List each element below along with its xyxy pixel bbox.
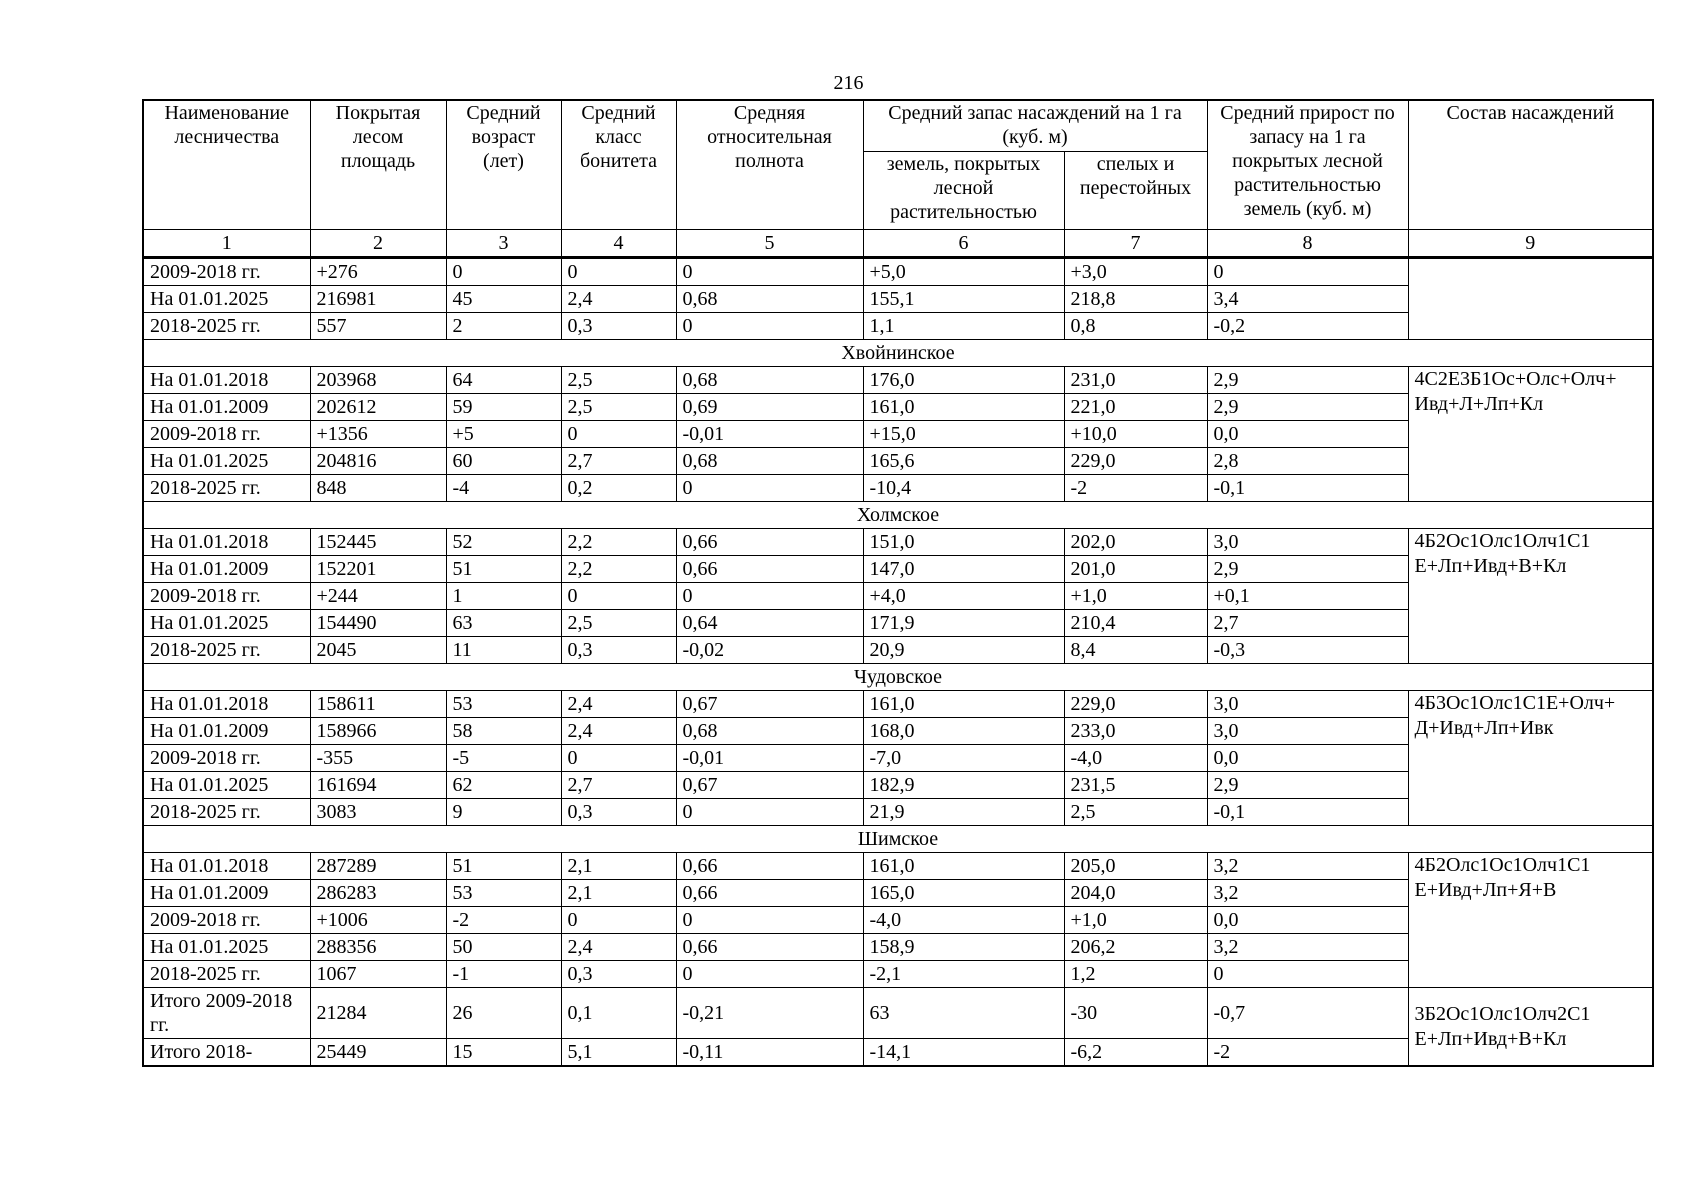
cell-value: 2,9 xyxy=(1207,367,1408,394)
cell-value: 203968 xyxy=(310,367,446,394)
cell-value: -0,1 xyxy=(1207,799,1408,826)
cell-value: -2 xyxy=(446,907,561,934)
cell-value: 2,9 xyxy=(1207,394,1408,421)
cell-value: 59 xyxy=(446,394,561,421)
cell-value: 0,0 xyxy=(1207,421,1408,448)
cell-value: 0,1 xyxy=(561,988,676,1039)
cell-value: 58 xyxy=(446,718,561,745)
cell-value: +15,0 xyxy=(863,421,1064,448)
cell-value: 0 xyxy=(676,799,863,826)
cell-value: 2,7 xyxy=(561,772,676,799)
section-row xyxy=(143,340,1653,367)
composition-cell: 4Б2Ос1Олс1Олч1С1 Е+Лп+Ивд+В+Кл xyxy=(1408,529,1653,664)
cell-value: 0 xyxy=(561,258,676,286)
cell-value: 151,0 xyxy=(863,529,1064,556)
cell-value: 165,0 xyxy=(863,880,1064,907)
header-average-age: Средний возраст (лет) xyxy=(446,100,561,230)
row-label: На 01.01.2025 xyxy=(143,772,310,799)
cell-value: 26 xyxy=(446,988,561,1039)
section-title: Хвойнинское xyxy=(143,340,1653,367)
cell-value: 50 xyxy=(446,934,561,961)
cell-value: 0 xyxy=(561,907,676,934)
cell-value: +276 xyxy=(310,258,446,286)
cell-value: 1 xyxy=(446,583,561,610)
cell-value: 202612 xyxy=(310,394,446,421)
cell-value: 2,1 xyxy=(561,853,676,880)
cell-value: 63 xyxy=(863,988,1064,1039)
cell-value: 158966 xyxy=(310,718,446,745)
cell-value: 154490 xyxy=(310,610,446,637)
cell-value: 0,8 xyxy=(1064,313,1207,340)
cell-value: -0,2 xyxy=(1207,313,1408,340)
cell-value: 161,0 xyxy=(863,853,1064,880)
row-label: 2018-2025 гг. xyxy=(143,961,310,988)
cell-value: 0 xyxy=(676,583,863,610)
cell-value: 2,5 xyxy=(561,610,676,637)
row-label: 2009-2018 гг. xyxy=(143,745,310,772)
section-row xyxy=(143,502,1653,529)
cell-value: +1,0 xyxy=(1064,907,1207,934)
cell-value: 152201 xyxy=(310,556,446,583)
column-number: 2 xyxy=(310,230,446,258)
page-number: 216 xyxy=(833,72,864,94)
cell-value: 1067 xyxy=(310,961,446,988)
header-stock-forested-land: земель, покрытых лесной растительностью xyxy=(863,152,1064,230)
cell-value: 11 xyxy=(446,637,561,664)
table-row xyxy=(143,367,1653,394)
table-row xyxy=(143,529,1653,556)
cell-value: 0,66 xyxy=(676,934,863,961)
row-label: На 01.01.2009 xyxy=(143,394,310,421)
cell-value: 0 xyxy=(561,745,676,772)
cell-value: -14,1 xyxy=(863,1039,1064,1067)
cell-value: -4 xyxy=(446,475,561,502)
cell-value: -0,01 xyxy=(676,421,863,448)
cell-value: 0,0 xyxy=(1207,745,1408,772)
table-row xyxy=(143,258,1653,286)
cell-value: 0 xyxy=(1207,961,1408,988)
cell-value: 201,0 xyxy=(1064,556,1207,583)
header-stock-mature: спелых и перестойных xyxy=(1064,152,1207,230)
column-number: 8 xyxy=(1207,230,1408,258)
cell-value: 0 xyxy=(676,907,863,934)
cell-value: -7,0 xyxy=(863,745,1064,772)
cell-value: 3,2 xyxy=(1207,880,1408,907)
column-number: 9 xyxy=(1408,230,1653,258)
cell-value: 0 xyxy=(561,583,676,610)
cell-value: 2,2 xyxy=(561,556,676,583)
cell-value: 0 xyxy=(676,475,863,502)
composition-cell xyxy=(1408,258,1653,340)
header-average-growth: Средний прирост по запасу на 1 га покрытых лесной растительностью земель (куб. м) xyxy=(1207,100,1408,230)
cell-value: 0,3 xyxy=(561,961,676,988)
row-label: Итого 2009-2018 гг. xyxy=(143,988,310,1039)
cell-value: 2,1 xyxy=(561,880,676,907)
cell-value: 2 xyxy=(446,313,561,340)
cell-value: +5 xyxy=(446,421,561,448)
cell-value: 0,68 xyxy=(676,286,863,313)
cell-value: 20,9 xyxy=(863,637,1064,664)
cell-value: 176,0 xyxy=(863,367,1064,394)
cell-value: 3,0 xyxy=(1207,718,1408,745)
cell-value: 204,0 xyxy=(1064,880,1207,907)
section-row xyxy=(143,826,1653,853)
cell-value: 1,2 xyxy=(1064,961,1207,988)
row-label: На 01.01.2025 xyxy=(143,286,310,313)
cell-value: 0,68 xyxy=(676,367,863,394)
column-number: 5 xyxy=(676,230,863,258)
cell-value: 45 xyxy=(446,286,561,313)
row-label: Итого 2018- xyxy=(143,1039,310,1067)
cell-value: 3,4 xyxy=(1207,286,1408,313)
table-header xyxy=(143,100,1653,258)
row-label: На 01.01.2018 xyxy=(143,691,310,718)
cell-value: 158611 xyxy=(310,691,446,718)
table-row xyxy=(143,853,1653,880)
cell-value: 3,2 xyxy=(1207,853,1408,880)
cell-value: 9 xyxy=(446,799,561,826)
header-relative-density: Средняя относительная полнота xyxy=(676,100,863,230)
cell-value: 2,7 xyxy=(1207,610,1408,637)
row-label: На 01.01.2025 xyxy=(143,610,310,637)
cell-value: 0,66 xyxy=(676,880,863,907)
cell-value: 0,68 xyxy=(676,718,863,745)
cell-value: 0 xyxy=(1207,258,1408,286)
row-label: На 01.01.2018 xyxy=(143,853,310,880)
cell-value: -6,2 xyxy=(1064,1039,1207,1067)
cell-value: 2045 xyxy=(310,637,446,664)
cell-value: 2,4 xyxy=(561,286,676,313)
cell-value: 233,0 xyxy=(1064,718,1207,745)
composition-cell: 4Б2Олс1Ос1Олч1С1 Е+Ивд+Лп+Я+В xyxy=(1408,853,1653,988)
cell-value: -0,7 xyxy=(1207,988,1408,1039)
cell-value: 0,66 xyxy=(676,853,863,880)
column-number: 3 xyxy=(446,230,561,258)
table-row xyxy=(143,988,1653,1039)
row-label: На 01.01.2025 xyxy=(143,934,310,961)
row-label: На 01.01.2009 xyxy=(143,718,310,745)
cell-value: +1,0 xyxy=(1064,583,1207,610)
cell-value: 0,2 xyxy=(561,475,676,502)
cell-value: 210,4 xyxy=(1064,610,1207,637)
cell-value: 0,69 xyxy=(676,394,863,421)
cell-value: -10,4 xyxy=(863,475,1064,502)
cell-value: 0,3 xyxy=(561,637,676,664)
cell-value: 0,68 xyxy=(676,448,863,475)
cell-value: 0,67 xyxy=(676,772,863,799)
cell-value: 202,0 xyxy=(1064,529,1207,556)
cell-value: +1356 xyxy=(310,421,446,448)
cell-value: 171,9 xyxy=(863,610,1064,637)
cell-value: 2,7 xyxy=(561,448,676,475)
cell-value: 21284 xyxy=(310,988,446,1039)
cell-value: 64 xyxy=(446,367,561,394)
cell-value: -1 xyxy=(446,961,561,988)
cell-value: -5 xyxy=(446,745,561,772)
composition-cell: 4Б3Ос1Олс1С1Е+Олч+ Д+Ивд+Лп+Ивк xyxy=(1408,691,1653,826)
cell-value: 165,6 xyxy=(863,448,1064,475)
cell-value: 161694 xyxy=(310,772,446,799)
row-label: На 01.01.2009 xyxy=(143,880,310,907)
header-forestry-name: Наименование лесничества xyxy=(143,100,310,230)
section-title: Чудовское xyxy=(143,664,1653,691)
cell-value: 152445 xyxy=(310,529,446,556)
cell-value: -4,0 xyxy=(1064,745,1207,772)
cell-value: 53 xyxy=(446,880,561,907)
cell-value: +10,0 xyxy=(1064,421,1207,448)
cell-value: -2 xyxy=(1064,475,1207,502)
cell-value: -0,11 xyxy=(676,1039,863,1067)
row-label: 2018-2025 гг. xyxy=(143,637,310,664)
cell-value: +244 xyxy=(310,583,446,610)
cell-value: 8,4 xyxy=(1064,637,1207,664)
cell-value: -0,21 xyxy=(676,988,863,1039)
row-label: 2018-2025 гг. xyxy=(143,313,310,340)
cell-value: 2,5 xyxy=(561,394,676,421)
header-site-class: Средний класс бонитета xyxy=(561,100,676,230)
cell-value: 2,4 xyxy=(561,691,676,718)
cell-value: +3,0 xyxy=(1064,258,1207,286)
cell-value: 231,0 xyxy=(1064,367,1207,394)
cell-value: 158,9 xyxy=(863,934,1064,961)
cell-value: 0,0 xyxy=(1207,907,1408,934)
cell-value: 2,9 xyxy=(1207,556,1408,583)
cell-value: 0,3 xyxy=(561,313,676,340)
row-label: На 01.01.2018 xyxy=(143,529,310,556)
cell-value: 2,4 xyxy=(561,718,676,745)
cell-value: 0,67 xyxy=(676,691,863,718)
cell-value: 161,0 xyxy=(863,691,1064,718)
cell-value: -0,01 xyxy=(676,745,863,772)
composition-cell: 3Б2Ос1Олс1Олч2С1 Е+Лп+Ивд+В+Кл xyxy=(1408,988,1653,1067)
cell-value: -0,1 xyxy=(1207,475,1408,502)
cell-value: 287289 xyxy=(310,853,446,880)
cell-value: 218,8 xyxy=(1064,286,1207,313)
row-label: 2009-2018 гг. xyxy=(143,907,310,934)
cell-value: 161,0 xyxy=(863,394,1064,421)
row-label: 2009-2018 гг. xyxy=(143,583,310,610)
cell-value: 62 xyxy=(446,772,561,799)
cell-value: 3083 xyxy=(310,799,446,826)
cell-value: -0,3 xyxy=(1207,637,1408,664)
cell-value: 231,5 xyxy=(1064,772,1207,799)
header-average-stock-group: Средний запас насаждений на 1 га (куб. м) xyxy=(863,100,1207,152)
cell-value: -4,0 xyxy=(863,907,1064,934)
cell-value: 0 xyxy=(676,313,863,340)
cell-value: 204816 xyxy=(310,448,446,475)
cell-value: 2,4 xyxy=(561,934,676,961)
cell-value: 0,66 xyxy=(676,529,863,556)
composition-cell: 4С2Е3Б1Ос+Олс+Олч+ Ивд+Л+Лп+Кл xyxy=(1408,367,1653,502)
cell-value: 51 xyxy=(446,853,561,880)
cell-value: 2,5 xyxy=(1064,799,1207,826)
cell-value: -2,1 xyxy=(863,961,1064,988)
cell-value: 53 xyxy=(446,691,561,718)
cell-value: 0,64 xyxy=(676,610,863,637)
cell-value: 147,0 xyxy=(863,556,1064,583)
cell-value: -355 xyxy=(310,745,446,772)
row-label: На 01.01.2018 xyxy=(143,367,310,394)
cell-value: +5,0 xyxy=(863,258,1064,286)
cell-value: 60 xyxy=(446,448,561,475)
cell-value: 3,2 xyxy=(1207,934,1408,961)
cell-value: 221,0 xyxy=(1064,394,1207,421)
cell-value: +0,1 xyxy=(1207,583,1408,610)
column-number: 4 xyxy=(561,230,676,258)
header-forest-area: Покрытая лесом площадь xyxy=(310,100,446,230)
table-body xyxy=(143,258,1653,1067)
cell-value: 229,0 xyxy=(1064,448,1207,475)
cell-value: +1006 xyxy=(310,907,446,934)
header-composition: Состав насаждений xyxy=(1408,100,1653,230)
cell-value: 21,9 xyxy=(863,799,1064,826)
row-label: 2009-2018 гг. xyxy=(143,421,310,448)
forest-table xyxy=(142,99,1654,1067)
cell-value: -0,02 xyxy=(676,637,863,664)
section-title: Холмское xyxy=(143,502,1653,529)
cell-value: 2,8 xyxy=(1207,448,1408,475)
row-label: 2018-2025 гг. xyxy=(143,799,310,826)
cell-value: 63 xyxy=(446,610,561,637)
column-number: 6 xyxy=(863,230,1064,258)
column-number: 7 xyxy=(1064,230,1207,258)
table-row xyxy=(143,691,1653,718)
cell-value: 0,3 xyxy=(561,799,676,826)
cell-value: 15 xyxy=(446,1039,561,1067)
cell-value: 0 xyxy=(446,258,561,286)
cell-value: 848 xyxy=(310,475,446,502)
section-title: Шимское xyxy=(143,826,1653,853)
cell-value: 0,66 xyxy=(676,556,863,583)
cell-value: 206,2 xyxy=(1064,934,1207,961)
row-label: 2009-2018 гг. xyxy=(143,258,310,286)
column-number: 1 xyxy=(143,230,310,258)
cell-value: 2,5 xyxy=(561,367,676,394)
cell-value: +4,0 xyxy=(863,583,1064,610)
cell-value: -30 xyxy=(1064,988,1207,1039)
cell-value: 557 xyxy=(310,313,446,340)
cell-value: 25449 xyxy=(310,1039,446,1067)
cell-value: 168,0 xyxy=(863,718,1064,745)
cell-value: 205,0 xyxy=(1064,853,1207,880)
cell-value: 155,1 xyxy=(863,286,1064,313)
cell-value: 229,0 xyxy=(1064,691,1207,718)
cell-value: 286283 xyxy=(310,880,446,907)
section-row xyxy=(143,664,1653,691)
cell-value: 288356 xyxy=(310,934,446,961)
cell-value: 0 xyxy=(676,961,863,988)
column-number-row xyxy=(143,230,1653,258)
cell-value: 1,1 xyxy=(863,313,1064,340)
cell-value: 2,2 xyxy=(561,529,676,556)
cell-value: 216981 xyxy=(310,286,446,313)
cell-value: 51 xyxy=(446,556,561,583)
cell-value: 5,1 xyxy=(561,1039,676,1067)
cell-value: 3,0 xyxy=(1207,529,1408,556)
cell-value: 0 xyxy=(676,258,863,286)
cell-value: 0 xyxy=(561,421,676,448)
row-label: На 01.01.2025 xyxy=(143,448,310,475)
row-label: 2018-2025 гг. xyxy=(143,475,310,502)
cell-value: 2,9 xyxy=(1207,772,1408,799)
cell-value: 3,0 xyxy=(1207,691,1408,718)
row-label: На 01.01.2009 xyxy=(143,556,310,583)
cell-value: 52 xyxy=(446,529,561,556)
cell-value: 182,9 xyxy=(863,772,1064,799)
cell-value: -2 xyxy=(1207,1039,1408,1067)
